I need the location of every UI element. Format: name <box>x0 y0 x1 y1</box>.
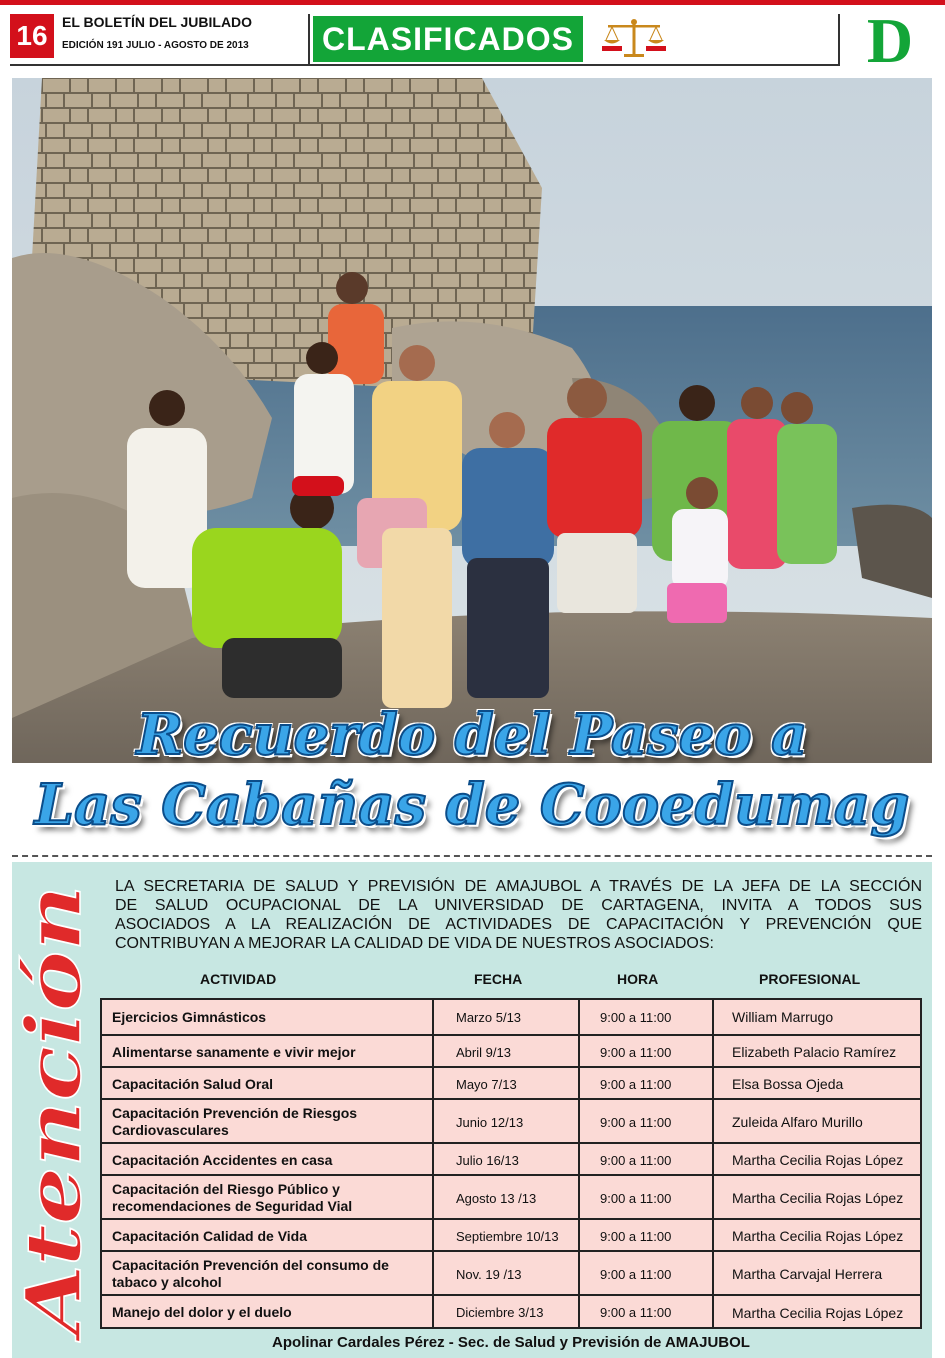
cell-actividad: Capacitación Prevención del consumo de tabaco y alcohol <box>112 1257 389 1290</box>
cell-hora: 9:00 a 11:00 <box>578 1296 712 1329</box>
cell-fecha: Julio 16/13 <box>432 1144 578 1176</box>
cell-actividad: Capacitación Salud Oral <box>112 1075 274 1092</box>
header-divider <box>838 14 840 64</box>
top-red-rule <box>0 0 945 5</box>
header-bottom-rule <box>10 64 840 66</box>
table-row <box>102 1174 920 1220</box>
table-row <box>102 1098 920 1144</box>
cell-actividad: Manejo del dolor y el duelo <box>112 1304 292 1320</box>
cell-fecha: Marzo 5/13 <box>432 1000 578 1034</box>
cell-actividad: Capacitación Accidentes en casa <box>112 1151 333 1168</box>
table-row <box>102 1066 920 1100</box>
cell-actividad: Capacitación Prevención de Riesgos Cardiovasculares <box>112 1105 358 1138</box>
cell-fecha: Mayo 7/13 <box>432 1068 578 1100</box>
cell-profesional: Martha Cecilia Rojas López <box>712 1176 920 1220</box>
page-number: 16 <box>10 14 54 58</box>
cell-fecha: Septiembre 10/13 <box>432 1220 578 1252</box>
intro-line: LA SECRETARIA DE SALUD Y PREVISIÓN DE AMAJUBOL A TRAVÉS DE LA JEFA DE LA SECCIÓN <box>115 878 922 895</box>
activities-table <box>100 998 922 1329</box>
table-row <box>102 1250 920 1296</box>
title-line-2: Las Cabañas de Cooedumag <box>34 772 910 838</box>
group-photo <box>12 78 932 763</box>
cell-hora: 9:00 a 11:00 <box>578 1036 712 1068</box>
cell-hora: 9:00 a 11:00 <box>578 1144 712 1176</box>
cell-actividad: Ejercicios Gimnásticos <box>112 1008 267 1025</box>
edition-info: EDICIÓN 191 JULIO - AGOSTO DE 2013 <box>62 40 249 51</box>
publication-name: EL BOLETÍN DEL JUBILADO <box>62 14 253 30</box>
cell-hora: 9:00 a 11:00 <box>578 1100 712 1144</box>
cell-profesional: Martha Cecilia Rojas López <box>712 1144 920 1176</box>
cell-profesional: Martha Carvajal Herrera <box>712 1252 920 1296</box>
cell-fecha: Nov. 19 /13 <box>432 1252 578 1296</box>
intro-line: CONTRIBUYAN A MEJORAR LA CALIDAD DE VIDA DE NUESTROS ASOCIADOS: <box>115 935 714 952</box>
cell-actividad: Capacitación Calidad de Vida <box>112 1227 308 1244</box>
title-line-1: Recuerdo del Paseo a <box>136 702 808 768</box>
cell-fecha: Abril 9/13 <box>432 1036 578 1068</box>
intro-paragraph <box>115 877 922 953</box>
page-header <box>0 0 945 78</box>
cell-hora: 9:00 a 11:00 <box>578 1220 712 1252</box>
column-header-fecha: FECHA <box>474 971 523 987</box>
table-row <box>102 1294 920 1329</box>
side-label-text: Atención <box>9 957 98 1335</box>
cell-hora: 9:00 a 11:00 <box>578 1000 712 1034</box>
cell-fecha: Junio 12/13 <box>432 1100 578 1144</box>
cell-profesional: Elizabeth Palacio Ramírez <box>712 1036 920 1068</box>
cell-hora: 9:00 a 11:00 <box>578 1176 712 1220</box>
column-header-profesional: PROFESIONAL <box>759 971 861 987</box>
section-title: CLASIFICADOS <box>313 16 583 62</box>
header-divider <box>308 14 310 64</box>
side-label <box>9 880 98 1350</box>
cell-actividad: Alimentarse sanamente e vivir mejor <box>112 1043 356 1060</box>
cell-profesional: Elsa Bossa Ojeda <box>712 1068 920 1100</box>
cell-fecha: Diciembre 3/13 <box>432 1296 578 1329</box>
table-row <box>102 1218 920 1252</box>
cell-profesional: Martha Cecilia Rojas López <box>712 1296 920 1329</box>
cell-profesional: William Marrugo <box>712 1000 920 1034</box>
article-title <box>12 700 932 855</box>
intro-line: ASOCIADOS A LA REALIZACIÓN DE ACTIVIDADES DE CAPACITACIÓN Y PREVENCIÓN QUE <box>115 916 922 933</box>
scales-of-justice-icon <box>598 16 670 62</box>
column-header-hora: HORA <box>617 971 659 987</box>
intro-line: DE SALUD OCUPACIONAL DE LA UNIVERSIDAD DE CARTAGENA, INVITA A TODOS SUS <box>115 897 922 914</box>
section-letter: D <box>866 5 914 76</box>
cell-actividad: Capacitación del Riesgo Público y recomendaciones de Seguridad Vial <box>112 1181 353 1214</box>
cell-fecha: Agosto 13 /13 <box>432 1176 578 1220</box>
cell-hora: 9:00 a 11:00 <box>578 1252 712 1296</box>
table-row <box>102 1034 920 1068</box>
footer-signature: Apolinar Cardales Pérez - Sec. de Salud y Previsión de AMAJUBOL <box>272 1334 750 1351</box>
cell-hora: 9:00 a 11:00 <box>578 1068 712 1100</box>
dashed-separator <box>12 855 932 857</box>
cell-profesional: Zuleida Alfaro Murillo <box>712 1100 920 1144</box>
cell-profesional: Martha Cecilia Rojas López <box>712 1220 920 1252</box>
table-row <box>102 1142 920 1176</box>
table-row <box>102 1000 920 1034</box>
column-header-actividad: ACTIVIDAD <box>200 971 277 987</box>
